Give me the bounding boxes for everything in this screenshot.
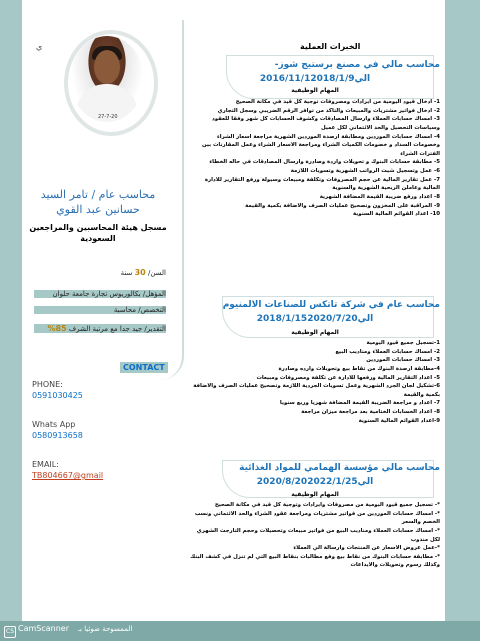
grade-percent: 85% (47, 324, 67, 333)
age-row (34, 268, 166, 277)
registration-note: مسجل هيئة المحاسبين والمراجعين السعودية (29, 223, 167, 244)
task-item: 5- اعداد التقارير المالية ورفعها للادارة عن تكلفة ومصروفات ومبيعات (256, 374, 440, 381)
task-item: *- مطابقة حسابات البنوك من نقاط بيع وفع مطالبات بنقاط البيع التي لم تنزل في كشف البنك وكذلك رسوم وتحويلات والايداعات (190, 553, 440, 569)
job-1-task-list (190, 98, 440, 219)
qualification-row: المؤهل/ بكالوريوس تجارة جامعة حلوان (34, 290, 166, 298)
name-line-1: محاسب عام / تامر السيد (40, 188, 156, 201)
job-2-dates: 2018/1/15الي2020/7/20 (256, 314, 374, 324)
task-item: 10- اعداد القوائم المالية السنوية (353, 211, 440, 218)
profile-photo (70, 36, 144, 122)
job-3-task-list (190, 501, 440, 570)
grade-text: التقدير/ جيد جدا مع مرتبة الشرف (68, 325, 166, 333)
task-item: 4- امساك حسابات الموردين ومطابقة ارصدة الموردين الشهرية مراجعة اسعار الشراء وخصومات السداد و خصومات الكميات الشراء ومراجعة الاسعار الشراء وعمل المقارنات بين الفترات الشراء (202, 133, 440, 157)
task-item: 1- ادخال قيود اليومية من ايرادات ومصروفات توجية كل قيد في مكانة الصحيح (235, 99, 440, 105)
task-item: 7- اعداد و مراجعة الضريبة القيمة المضافة شهريا وربع سنويا (279, 400, 440, 407)
task-item: 1-تسجيل جميع قيود اليومية (366, 340, 440, 346)
corner-mark: ي (36, 42, 43, 51)
phone-label: PHONE: (32, 380, 63, 389)
job-1-dates: 2016/11/1الي2018/1/9 (259, 74, 371, 84)
task-item: *-عمل عروض الاسعار عن المنتجات وارسالة الي العملاء (293, 545, 440, 552)
task-item: 3- امساك حسابات الموردين (366, 357, 440, 364)
right-accent-strip (445, 0, 480, 641)
whatsapp-label: Whats App (32, 420, 76, 429)
footer-bar (0, 621, 480, 641)
grade-row (34, 324, 166, 333)
task-item: 7- عمل تقارير المالية عن حجم المصروفات وتكلفة ومبيعات وسيولة ورفع التقارير للادارة المالية وعاملن الربحية الشهرية والسنوية (204, 176, 440, 192)
task-item: 6- عمل وتسجيل شيت الرواتب الشهرية وتسويات اللازمة (290, 168, 440, 175)
whatsapp-value[interactable]: 0580913658 (32, 431, 83, 440)
job-3-dates: 2020/8/20الي2022/1/25 (256, 477, 374, 487)
email-label: EMAIL: (32, 460, 59, 469)
task-item: 8- اعداد الحسابات الختامية بعد مراجعة ميزان مراجعة (301, 409, 440, 416)
job-3-tasks-heading: المهام الوظيفية (291, 491, 339, 498)
photo-face (94, 50, 120, 84)
job-2-task-list (190, 339, 440, 425)
camscanner-icon: CS (4, 626, 16, 638)
scanner-caption: الممسوحة ضوئيا بـ (78, 625, 133, 633)
job-2-title: محاسب عام في شركة تاتكس للصناعات الالمنيوم (222, 300, 440, 310)
job-1-title: محاسب مالي في مصنع برستيج شوز- (274, 60, 440, 70)
name-line-2: حسانين عبد القوي (56, 202, 140, 216)
task-item: 9-اعداد القوائم المالية السنوية (358, 417, 440, 424)
specialization-row: التخصص/ محاسبة (34, 306, 166, 314)
experience-section-title: الخبرات العملية (300, 42, 361, 51)
age-label: السن/ (147, 269, 166, 277)
task-item: 2- ادخال فواتير مشتريات والمبيعات والتاكد من توافر الرقم الضريبي وسجل التجاري (217, 107, 440, 114)
job-2-tasks-heading: المهام الوظيفية (291, 329, 339, 336)
task-item: 3- امساك حسابات العملاء وارسال المصادقات وكشوف الحسابات كل شهر وفقا للعقود وسياسات التحصيل والحد الائتماني لكل عميل (212, 116, 440, 131)
task-item: 4-مطابقة ارصدة البنوك من تقاط بيع وتحويلات وارده وصادرة (278, 365, 440, 372)
age-value: 30 (134, 268, 146, 277)
contact-heading: CONTACT (120, 362, 168, 373)
task-item: *- امساك حسابات الموردين من فواتير مشتريات ومراجعة عقود الشراء والحد الائتماني ونسب الخصم والسعر (194, 510, 440, 526)
scanner-brand: CamScanner (18, 624, 70, 633)
age-unit: سنة (120, 269, 133, 277)
task-item: 9- المراقبة على المخزون وتصحيح عمليات الصرف والاضافة بكمية والقيمة (245, 202, 440, 209)
photo-date-stamp: 27-7-20 (98, 114, 118, 120)
email-link[interactable]: TB804667@gmail (32, 471, 104, 480)
phone-value[interactable]: 0591030425 (32, 391, 83, 400)
task-item: *- امساك حسابات العملاء ومناديب البيع من فواتير مبيعات وتحصيلات وحجم التارجت الشهري لكل مندوب (196, 527, 440, 543)
task-item: 8- اعداد ورفع ضريبة القيمة المضافة الشهرية (319, 194, 440, 201)
job-1-tasks-heading: المهام الوظيفية (291, 87, 339, 94)
task-item: 5- مطابقة حسابات البنوك و تحويلات واردة وصادرة وارسال المصادقات في حاله الخطاء (209, 159, 440, 166)
task-item: *- تسجيل جميع قيود اليومية من مصروفات وايرادات وتوجية كل قيد في مكانة الصحيح (214, 502, 440, 508)
candidate-name (28, 188, 168, 218)
task-item: 2- امساك حسابات العملاء ومناديب البيع (335, 348, 440, 355)
job-3-title: محاسب مالي مؤسسة الهمامي للمواد الغذائية (239, 463, 440, 473)
task-item: 6-تشكيل لجان الجرد الشهرية وعمل تسويات الجردية اللازمة وتصحيح عمليات الصرف والاضافة بكمية والقيمة (193, 383, 440, 398)
left-accent-strip (0, 0, 22, 641)
